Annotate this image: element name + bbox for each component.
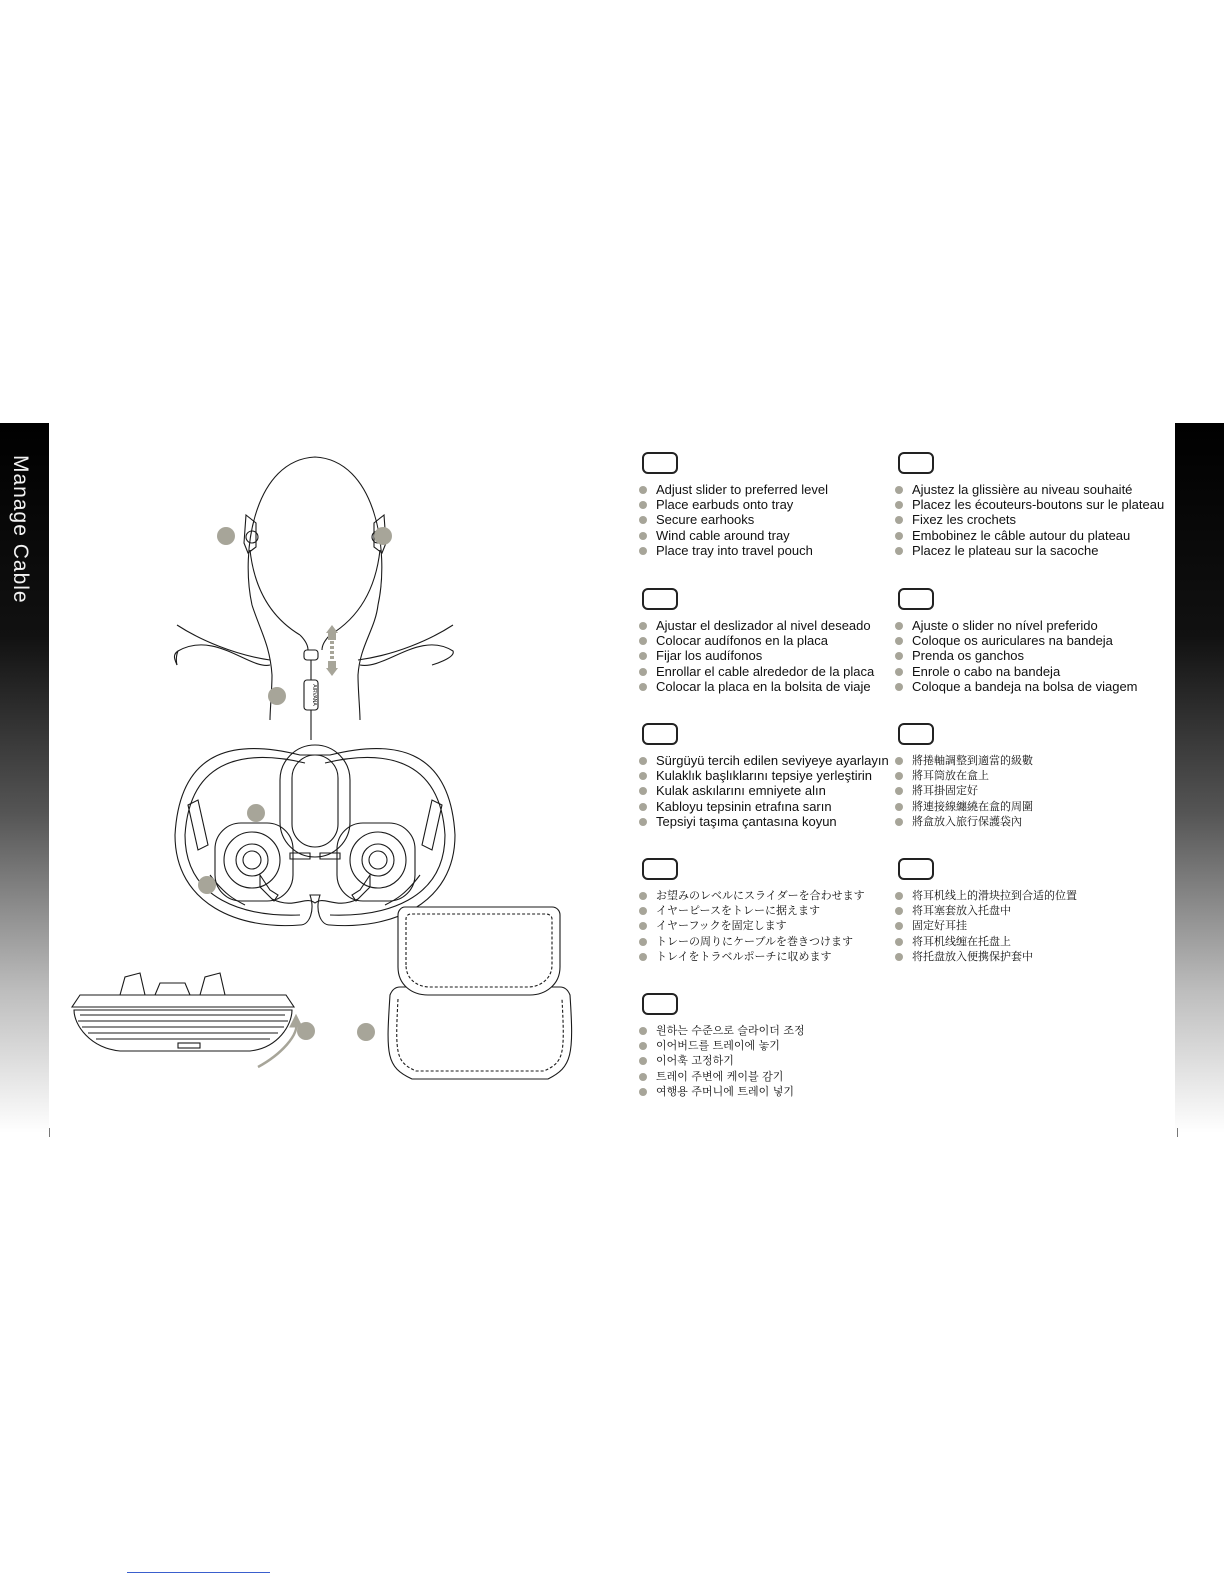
instruction-item: 트레이 주변에 케이블 감기 xyxy=(637,1069,937,1084)
instruction-item: Enrollar el cable alrededor de la placa xyxy=(637,664,937,679)
language-badge xyxy=(642,858,678,880)
instruction-item: 將耳筒放在盒上 xyxy=(893,768,1193,783)
language-badge xyxy=(642,993,678,1015)
instruction-item: 固定好耳挂 xyxy=(893,918,1193,933)
instruction-item: イヤーピースをトレーに据えます xyxy=(637,903,937,918)
illustrations xyxy=(60,455,600,1125)
instructions-es xyxy=(637,588,937,694)
tray-top-illustration xyxy=(175,745,455,926)
instruction-item: Placez les écouteurs-boutons sur le plateau xyxy=(893,497,1193,512)
instruction-item: Wind cable around tray xyxy=(637,528,937,543)
instruction-item: Fijar los audífonos xyxy=(637,648,937,663)
instruction-item: Placez le plateau sur la sacoche xyxy=(893,543,1193,558)
instruction-item: Embobinez le câble autour du plateau xyxy=(893,528,1193,543)
side-title: Manage Cable xyxy=(9,455,32,604)
instructions-fr xyxy=(893,452,1193,558)
instruction-item: 将托盘放入便携保护套中 xyxy=(893,949,1193,964)
instruction-item: Colocar audífonos en la placa xyxy=(637,633,937,648)
instruction-item: トレイをトラベルポーチに収めます xyxy=(637,949,937,964)
instruction-item: Kabloyu tepsinin etrafına sarın xyxy=(637,799,937,814)
instruction-item: 이어훅 고정하기 xyxy=(637,1053,937,1068)
instructions-en xyxy=(637,452,937,558)
instruction-item: Secure earhooks xyxy=(637,512,937,527)
instruction-item: 여행용 주머니에 트레이 넣기 xyxy=(637,1084,937,1099)
instruction-item: Adjust slider to preferred level xyxy=(637,482,937,497)
instructions-zh-tw xyxy=(893,723,1193,829)
instruction-item: 將連接線纏繞在盒的周圍 xyxy=(893,799,1193,814)
instruction-item: 将耳机线缠在托盘上 xyxy=(893,934,1193,949)
instruction-item: イヤーフックを固定します xyxy=(637,918,937,933)
language-badge xyxy=(898,452,934,474)
instructions-pt xyxy=(893,588,1193,694)
instruction-item: Kulaklık başlıklarını tepsiye yerleştirin xyxy=(637,768,937,783)
instruction-item: Prenda os ganchos xyxy=(893,648,1193,663)
page-tick-right xyxy=(1177,1128,1178,1137)
instruction-item: Tepsiyi taşıma çantasına koyun xyxy=(637,814,937,829)
instruction-item: Coloque a bandeja na bolsa de viagem xyxy=(893,679,1193,694)
instruction-item: Fixez les crochets xyxy=(893,512,1193,527)
instruction-item: Ajustez la glissière au niveau souhaité xyxy=(893,482,1193,497)
language-badge xyxy=(898,723,934,745)
instruction-item: Ajustar el deslizador al nivel deseado xyxy=(637,618,937,633)
instruction-item: Colocar la placa en la bolsita de viaje xyxy=(637,679,937,694)
instructions-tr xyxy=(637,723,937,829)
page-tick-left xyxy=(49,1128,50,1137)
instruction-item: 이어버드를 트레이에 놓기 xyxy=(637,1038,937,1053)
instruction-item: 원하는 수준으로 슬라이더 조정 xyxy=(637,1023,937,1038)
language-badge xyxy=(642,588,678,610)
instruction-item: Coloque os auriculares na bandeja xyxy=(893,633,1193,648)
instruction-item: 将耳塞套放入托盘中 xyxy=(893,903,1193,918)
instruction-item: Sürgüyü tercih edilen seviyeye ayarlayın xyxy=(637,753,937,768)
instruction-item: 將耳掛固定好 xyxy=(893,783,1193,798)
instruction-item: 將捲軸調整到適當的級數 xyxy=(893,753,1193,768)
instruction-item: 將盒放入旅行保護袋內 xyxy=(893,814,1193,829)
language-badge xyxy=(898,858,934,880)
instruction-item: お望みのレベルにスライダーを合わせます xyxy=(637,888,937,903)
instructions-ja xyxy=(637,858,937,964)
head-illustration xyxy=(174,457,453,740)
wound-tray-illustration xyxy=(72,973,375,1067)
instructions-zh-cn xyxy=(893,858,1193,964)
language-badge xyxy=(642,452,678,474)
language-badge xyxy=(642,723,678,745)
instruction-item: Ajuste o slider no nível preferido xyxy=(893,618,1193,633)
pouch-illustration xyxy=(388,907,572,1079)
instruction-item: 将耳机线上的滑块拉到合适的位置 xyxy=(893,888,1193,903)
instruction-item: トレーの周りにケーブルを巻きつけます xyxy=(637,934,937,949)
instructions-ko xyxy=(637,993,937,1099)
language-badge xyxy=(898,588,934,610)
instruction-item: Kulak askılarını emniyete alın xyxy=(637,783,937,798)
instruction-item: Enrole o cabo na bandeja xyxy=(893,664,1193,679)
instruction-item: Place earbuds onto tray xyxy=(637,497,937,512)
instruction-item: Place tray into travel pouch xyxy=(637,543,937,558)
cable-brand-label: AIRVANA xyxy=(311,684,317,706)
footer-underline xyxy=(127,1572,270,1573)
